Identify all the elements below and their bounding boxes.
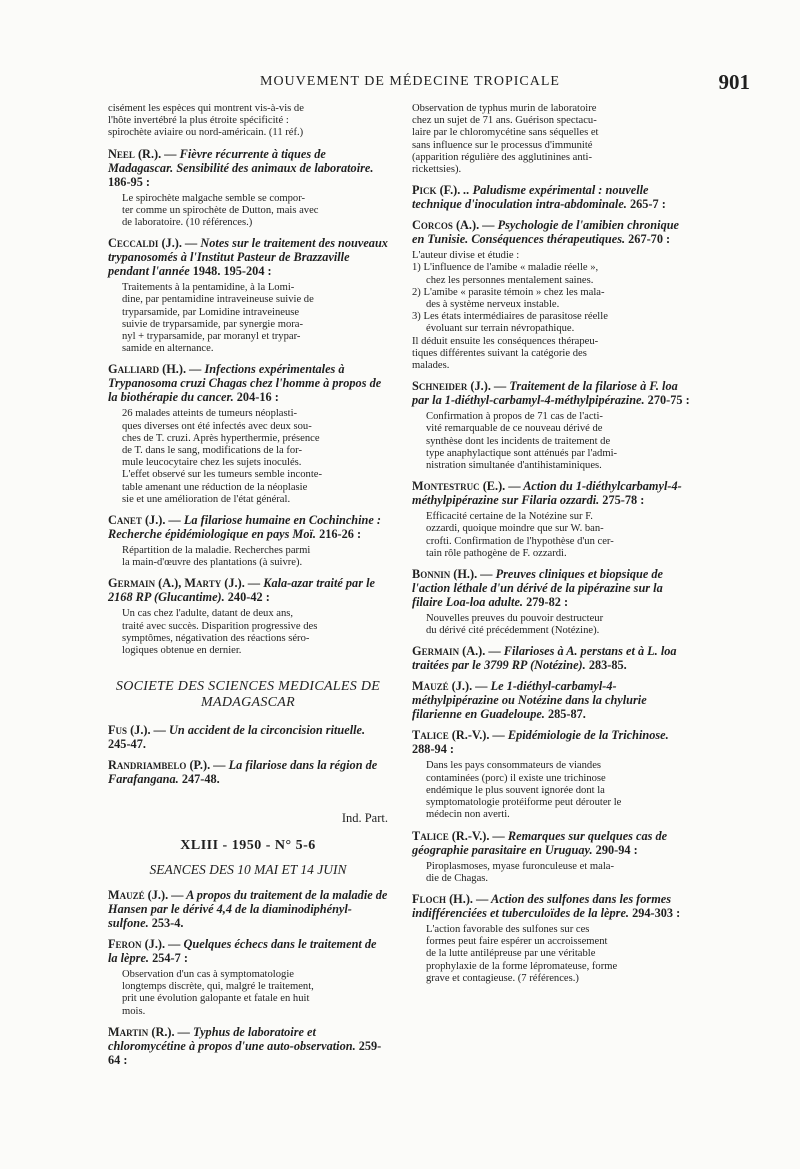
text-line: Confirmation à propos de 71 cas de l'acti- bbox=[426, 411, 603, 423]
entry-title: — Notes sur le traitement des nouveaux trypanosomés à l'Institut Pasteur de Brazzaville pendant l'année bbox=[108, 236, 388, 279]
text-line: formes peut faire espérer un accroissement bbox=[426, 936, 608, 948]
intro-text bbox=[412, 103, 692, 176]
entry-pages: 216-26 : bbox=[319, 527, 362, 542]
text-line: spirochète aviaire ou nord-américain. (11 réf.) bbox=[108, 127, 304, 139]
text-line: ques diverses ont été infectés avec deux sou- bbox=[122, 420, 312, 432]
entry-author: Galliard (H.). bbox=[108, 362, 187, 377]
text-line: Traitements à la pentamidine, à la Lomi- bbox=[122, 282, 295, 294]
entry-author: Feron (J.). bbox=[108, 936, 166, 951]
entry-title: — Un accident de la circoncision rituelle. bbox=[153, 723, 366, 738]
text-line: chez les personnes mentalement saines. bbox=[426, 274, 594, 286]
text-line: symptomatologie protéiforme peut dérouter le bbox=[426, 797, 622, 809]
bib-entry bbox=[412, 728, 692, 821]
entry-title: — Epidémiologie de la Trichinose. bbox=[492, 728, 669, 743]
entry-pages: 288-94 : bbox=[412, 742, 455, 757]
bib-entry bbox=[412, 644, 692, 672]
entry-pages: 275-78 : bbox=[602, 493, 645, 508]
entry-pages: 253-4. bbox=[151, 915, 184, 930]
entry-title: — Action du 1-diéthylcarbamyl-4-méthylpipérazine sur Filaria ozzardi. bbox=[412, 479, 682, 508]
text-line: chez un sujet de 71 ans. Guérison spectacu- bbox=[412, 115, 597, 127]
bib-entry bbox=[108, 723, 388, 751]
left-column bbox=[108, 103, 388, 1074]
text-line: du dérivé cité précédemment (Notézine). bbox=[426, 625, 600, 637]
entry-pages: 290-94 : bbox=[595, 842, 638, 857]
text-line: samide en alternance. bbox=[122, 343, 214, 355]
entry-author: Germain (A.), Marty (J.). bbox=[108, 576, 245, 591]
entry-title: — La filariose dans la région de Farafangana. bbox=[108, 758, 378, 787]
text-line: de laboratoire. (10 références.) bbox=[122, 217, 253, 229]
entry-pages: 1948. 195-204 : bbox=[192, 264, 272, 279]
entry-author: Martin (R.). bbox=[108, 1024, 175, 1039]
entry-author: Schneider (J.). bbox=[412, 379, 491, 394]
text-line: logiques obtenue en dernier. bbox=[122, 645, 242, 657]
text-line: tain rôle pathogène de F. ozzardi. bbox=[426, 547, 567, 559]
text-line: contaminées (porc) il existe une trichinose bbox=[426, 772, 606, 784]
text-line: tryparsamide, par Lomidine intraveineuse bbox=[122, 306, 300, 318]
bib-entry bbox=[108, 362, 388, 506]
text-line: ozzardi, quoique moindre que sur W. ban- bbox=[426, 523, 604, 535]
text-line: l'hôte invertébré la plus étroite spécificité : bbox=[108, 115, 289, 127]
entry-abstract bbox=[108, 282, 388, 355]
entry-abstract bbox=[108, 193, 388, 230]
entry-abstract bbox=[412, 924, 692, 985]
text-line: crofti. Confirmation de l'hypothèse d'un cer- bbox=[426, 535, 614, 547]
page-number: 901 bbox=[718, 70, 750, 94]
entry-author: Talice (R.-V.). bbox=[412, 728, 490, 743]
entry-abstract bbox=[108, 608, 388, 657]
text-line: Le spirochète malgache semble se compor- bbox=[122, 192, 306, 204]
text-line: (apparition régulière des agglutinines anti- bbox=[412, 151, 593, 163]
entry-title: — Quelques échecs dans le traitement de la lèpre. bbox=[108, 936, 377, 965]
entry-title: — Typhus de laboratoire et chloromycétine à propos d'une auto-observation. bbox=[108, 1024, 356, 1053]
text-line: cisément les espèces qui montrent vis-à-vis de bbox=[108, 103, 304, 114]
entry-author: Fus (J.). bbox=[108, 723, 151, 738]
text-line: 2) L'amibe « parasite témoin » chez les mala- bbox=[412, 286, 605, 298]
ind-part-label: Ind. Part. bbox=[341, 811, 388, 826]
bib-entry bbox=[412, 479, 692, 560]
entry-title: — Action des sulfones dans les formes indifférenciées et tuberculoïdes de la lèpre. bbox=[412, 891, 672, 920]
entry-author: Canet (J.). bbox=[108, 513, 166, 528]
text-line: Répartition de la maladie. Recherches parmi bbox=[122, 545, 311, 557]
entry-pages: 285-87. bbox=[547, 707, 586, 722]
text-line: Observation de typhus murin de laboratoire bbox=[412, 103, 597, 114]
text-line: L'action favorable des sulfones sur ces bbox=[426, 923, 590, 935]
bib-entry bbox=[412, 218, 692, 372]
intro-text bbox=[108, 103, 388, 140]
text-line: de T. dans le sang, modifications de la for- bbox=[122, 445, 303, 457]
entry-title: — Le 1-diéthyl-carbamyl-4-méthylpipérazine ou Notézine dans la chylurie filarienne en Guadeloupe. bbox=[412, 679, 647, 722]
text-line: laire par le chloromycétine sans séquelles et bbox=[412, 127, 599, 139]
text-line: 3) Les états intermédiaires de parasitose réelle bbox=[412, 311, 608, 323]
bib-entry bbox=[108, 236, 388, 355]
text-line: symptômes, négativation des réactions séro- bbox=[122, 632, 310, 644]
entry-author: Bonnin (H.). bbox=[412, 567, 478, 582]
running-title: MOUVEMENT DE MÉDECINE TROPICALE bbox=[260, 74, 560, 89]
entry-author: Germain (A.). bbox=[412, 644, 486, 659]
text-line: sans influence sur le processus d'immunité bbox=[412, 139, 593, 151]
page-header bbox=[100, 70, 750, 98]
entry-author: Mauzé (J.). bbox=[412, 679, 473, 694]
text-line: die de Chagas. bbox=[426, 872, 489, 884]
text-line: Observation d'un cas à symptomatologie bbox=[122, 968, 294, 980]
entry-pages: 204-16 : bbox=[236, 390, 279, 405]
bib-entry bbox=[412, 379, 692, 472]
text-line: mule leucocytaire chez les sujets inoculés. bbox=[122, 457, 302, 469]
text-line: type anaphylactique sont atténués par l'admi- bbox=[426, 447, 618, 459]
entry-pages: 245-47. bbox=[108, 737, 146, 752]
entry-title: .. Paludisme expérimental : nouvelle technique d'inoculation intra-abdominale. bbox=[412, 183, 649, 212]
entry-pages: 283-85. bbox=[588, 658, 627, 673]
text-line: ter comme un spirochète de Dutton, mais avec bbox=[122, 204, 319, 216]
entry-author: Montestruc (E.). bbox=[412, 479, 506, 494]
text-line: suivie de tryparsamide, par synergie mora- bbox=[122, 318, 304, 330]
bib-entry bbox=[108, 513, 388, 569]
text-line: Dans les pays consommateurs de viandes bbox=[426, 760, 602, 772]
bib-entry bbox=[412, 567, 692, 637]
text-line: ches de T. cruzi. Après hyperthermie, présence bbox=[122, 432, 320, 444]
text-line: table amenant une réduction de la néoplasie bbox=[122, 481, 308, 493]
text-line: L'auteur divise et étudie : bbox=[412, 250, 520, 262]
text-line: malades. bbox=[412, 360, 450, 372]
entry-author: Corcos (A.). bbox=[412, 218, 480, 233]
entry-pages: 259-64 : bbox=[108, 1038, 382, 1067]
entry-author: Mauzé (J.). bbox=[108, 887, 169, 902]
bib-entry bbox=[412, 183, 692, 211]
text-line: L'effet observé sur les tumeurs semble inconte- bbox=[122, 469, 322, 481]
entry-abstract bbox=[412, 411, 692, 472]
entry-abstract bbox=[412, 760, 692, 821]
text-line: sie et une amélioration de l'état général. bbox=[122, 493, 291, 505]
society-title: SOCIETE DES SCIENCES MEDICALES DE MADAGASCAR bbox=[115, 679, 381, 711]
right-column bbox=[412, 103, 692, 992]
entry-title: — La filariose humaine en Cochinchine : Recherche épidémiologique en pays Moï. bbox=[108, 513, 382, 542]
entry-author: Randriambelo (P.). bbox=[108, 758, 211, 773]
entry-author: Ceccaldi (J.). bbox=[108, 236, 182, 251]
entry-abstract bbox=[412, 613, 692, 637]
entry-title: — Filarioses à A. perstans et à L. loa traitées par le 3799 RP (Notézine). bbox=[412, 644, 677, 673]
entry-pages: 254-7 : bbox=[152, 950, 188, 965]
text-line: grave et contagieuse. (7 références.) bbox=[426, 972, 579, 984]
text-line: 1) L'influence de l'amibe « maladie réelle », bbox=[412, 262, 599, 274]
entry-author: Pick (F.). bbox=[412, 183, 461, 198]
entry-title: — Infections expérimentales à Trypanosoma cruzi Chagas chez l'homme à propos de la biothérapie du cancer. bbox=[108, 362, 382, 405]
bib-entry bbox=[108, 758, 388, 786]
bib-entry bbox=[108, 1025, 388, 1067]
entry-title: — Remarques sur quelques cas de géographie parasitaire en Uruguay. bbox=[412, 828, 668, 857]
text-line: prophylaxie de la forme lépromateuse, forme bbox=[426, 960, 618, 972]
entry-author: Talice (R.-V.). bbox=[412, 828, 490, 843]
bib-entry bbox=[108, 147, 388, 230]
bib-entry bbox=[108, 576, 388, 657]
entry-title: — A propos du traitement de la maladie de Hansen par le dérivé 4,4 de la diaminodiphényl-sulfone. bbox=[108, 887, 388, 930]
bib-entry bbox=[108, 937, 388, 1018]
text-line: synthèse dont les incidents de traitement de bbox=[426, 435, 611, 447]
entry-abstract bbox=[108, 408, 388, 506]
entry-pages: 265-7 : bbox=[629, 197, 666, 212]
text-line: évoluant sur terrain névropathique. bbox=[426, 323, 575, 335]
entry-pages: 247-48. bbox=[181, 772, 220, 787]
text-line: Un cas chez l'adulte, datant de deux ans, bbox=[122, 608, 294, 620]
text-line: nyl + tryparsamide, par moranyl et trypar- bbox=[122, 331, 301, 343]
entry-title: — Psychologie de l'amibien chronique en Tunisie. Conséquences thérapeutiques. bbox=[412, 218, 680, 247]
entry-pages: 267-70 : bbox=[628, 232, 671, 247]
text-line: vité remarquable de ce nouveau dérivé de bbox=[426, 423, 603, 435]
entry-pages: 270-75 : bbox=[647, 393, 690, 408]
entry-author: Neel (R.). bbox=[108, 146, 162, 161]
bib-entry bbox=[412, 829, 692, 885]
entry-author: Floch (H.). bbox=[412, 891, 473, 906]
text-line: Piroplasmoses, myase furonculeuse et mala- bbox=[426, 860, 614, 872]
entry-title: — Fièvre récurrente à tiques de Madagascar. Sensibilité des animaux de laboratoire. bbox=[108, 146, 374, 175]
entry-title: — Kala-azar traité par le 2168 RP (Glucantime). bbox=[108, 576, 375, 605]
text-line: tiques différentes suivant la catégorie des bbox=[412, 347, 587, 359]
text-line: Il déduit ensuite les conséquences thérapeu- bbox=[412, 335, 599, 347]
entry-abstract bbox=[412, 250, 692, 372]
text-line: médecin non averti. bbox=[426, 809, 510, 821]
entry-pages: 240-42 : bbox=[227, 590, 270, 605]
entry-title: — Preuves cliniques et biopsique de l'action léthale d'un dérivé de la pipérazine sur la filaire Loa-loa adulte. bbox=[412, 567, 663, 610]
entry-abstract bbox=[412, 511, 692, 560]
text-line: Nouvelles preuves du pouvoir destructeur bbox=[426, 613, 604, 625]
entry-pages: 186-95 : bbox=[108, 174, 151, 189]
text-line: mois. bbox=[122, 1005, 146, 1017]
sessions-heading: SEANCES DES 10 MAI ET 14 JUIN bbox=[149, 861, 347, 877]
bib-entry bbox=[412, 679, 692, 721]
text-line: de la lutte antilépreuse par une véritable bbox=[426, 948, 596, 960]
text-line: rickettsies). bbox=[412, 164, 462, 176]
entry-abstract bbox=[108, 545, 388, 569]
text-line: Efficacité certaine de la Notézine sur F. bbox=[426, 511, 593, 523]
bib-entry bbox=[108, 888, 388, 930]
issue-heading: XLIII - 1950 - N° 5-6 bbox=[180, 838, 316, 854]
entry-abstract bbox=[412, 861, 692, 885]
text-line: nistration simultanée d'antihistaminiques. bbox=[426, 460, 602, 472]
entry-title: — Traitement de la filariose à F. loa par la 1-diéthyl-carbamyl-4-méthylpipérazine. bbox=[412, 379, 678, 408]
entry-pages: 294-303 : bbox=[632, 905, 681, 920]
text-line: traité avec succès. Disparition progressive des bbox=[122, 620, 318, 632]
text-line: dine, par pentamidine intraveineuse suivie de bbox=[122, 294, 314, 306]
entry-pages: 279-82 : bbox=[526, 595, 569, 610]
bib-entry bbox=[412, 892, 692, 985]
text-line: longtemps discrète, qui, malgré le traitement, bbox=[122, 981, 314, 993]
text-line: endémique le plus souvent ignorée dont la bbox=[426, 784, 605, 796]
text-line: la main-d'œuvre des plantations (à suivre). bbox=[122, 557, 303, 569]
text-line: 26 malades atteints de tumeurs néoplasti- bbox=[122, 408, 298, 420]
entry-abstract bbox=[108, 969, 388, 1018]
text-line: prit une évolution galopante et fatale en huit bbox=[122, 993, 310, 1005]
text-line: des à système nerveux instable. bbox=[426, 299, 560, 311]
